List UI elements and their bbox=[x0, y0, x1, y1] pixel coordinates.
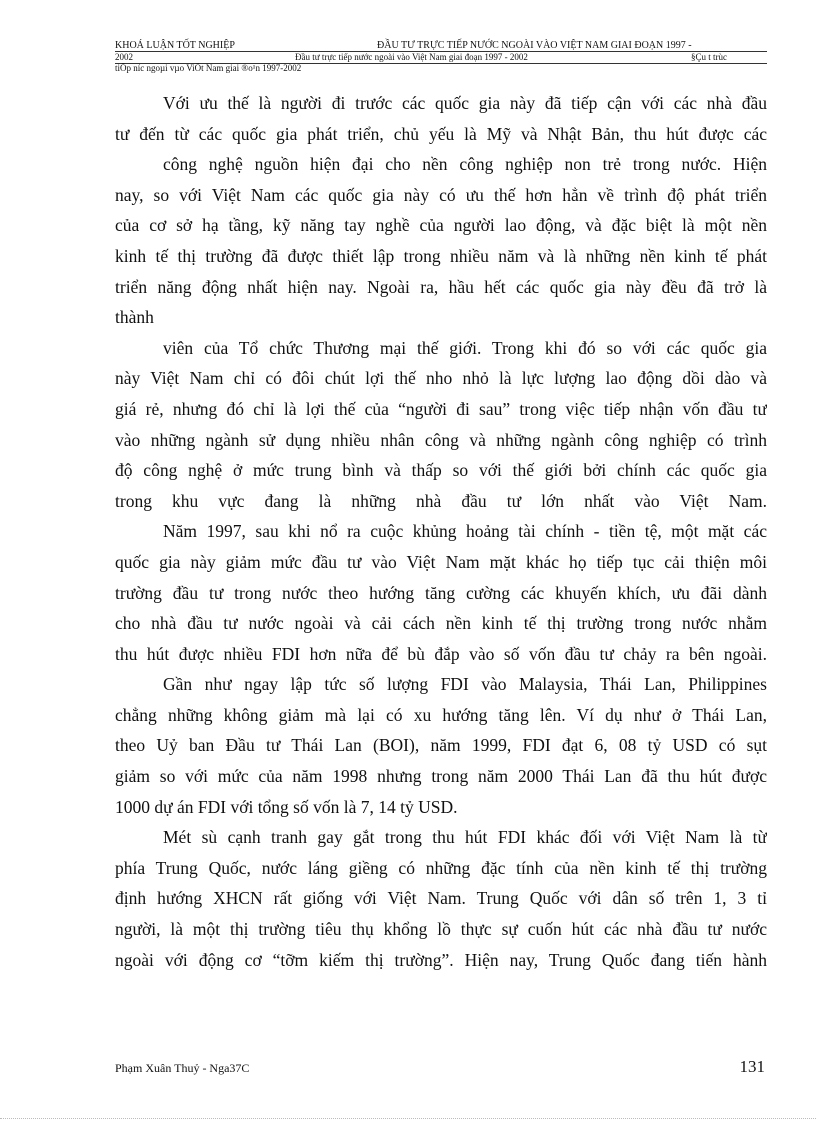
body-line: Năm 1997, sau khi nổ ra cuộc khủng hoảng tài chính - tiền tệ, một mặt các bbox=[163, 521, 767, 542]
body-line: vào những ngành sử dụng nhiều nhân công và những ngành công nghiệp có trình bbox=[115, 429, 767, 450]
body-line: theo Uỷ ban Đầu tư Thái Lan (BOI), năm 1999, FDI đạt 6, 08 tỷ USD có sụt bbox=[115, 735, 767, 756]
document-body bbox=[115, 88, 767, 975]
page-number: 131 bbox=[739, 1057, 765, 1076]
body-line: nay, so với Việt Nam các quốc gia này có ưu thế hơn hẳn về trình độ phát triển bbox=[115, 184, 767, 205]
body-line: định hướng XHCN rất giống với Việt Nam. Trung Quốc với dân số trên 1, 3 tỉ bbox=[115, 888, 767, 909]
header-topic-title: ĐẦU TƯ TRỰC TIẾP NƯỚC NGOÀI VÀO VIỆT NAM GIAI ĐOẠN 1997 - bbox=[377, 40, 692, 51]
header-thesis-label: KHOÁ LUẬN TỐT NGHIỆP bbox=[115, 40, 235, 51]
body-line: của cơ sở hạ tầng, kỹ năng tay nghề của người lao động, và đặc biệt là một nền bbox=[115, 215, 767, 236]
body-line: viên của Tổ chức Thương mại thế giới. Trong khi đó so với các quốc gia bbox=[163, 337, 767, 358]
page-footer bbox=[115, 1057, 767, 1081]
body-line: Gần như ngay lập tức số lượng FDI vào Malaysia, Thái Lan, Philippines bbox=[163, 674, 767, 695]
body-line: cho nhà đầu tư nước ngoài và cải cách nền kinh tế thị trường trong nước nhằm bbox=[115, 613, 767, 634]
body-line: này Việt Nam chỉ có đôi chút lợi thế nho nhỏ là lực lượng lao động dồi dào và bbox=[115, 368, 767, 389]
body-line: người, là một thị trường tiêu thụ khổng lồ thực sự cuốn hút các nhà đầu tư nước bbox=[115, 919, 767, 940]
body-line: độ công nghệ ở mức trung bình và thấp so với thế giới bởi chính các quốc gia bbox=[115, 460, 767, 481]
body-line: phía Trung Quốc, nước láng giềng có những đặc tính của nền kinh tế thị trường bbox=[115, 857, 767, 878]
header-subtitle: Đầu tư trực tiếp nước ngoài vào Việt Nam giai đoạn 1997 - 2002 bbox=[295, 52, 528, 62]
body-line: Với ưu thế là người đi trước các quốc gia này đã tiếp cận với các nhà đầu bbox=[163, 93, 767, 113]
body-line: trong khu vực đang là những nhà đầu tư lớn nhất vào Việt Nam. bbox=[115, 490, 767, 511]
body-line: Mét sù cạnh tranh gay gắt trong thu hút FDI khác đối với Việt Nam là từ bbox=[163, 827, 767, 848]
header-year: 2002 bbox=[115, 52, 133, 62]
body-line: công nghệ nguồn hiện đại cho nền công nghiệp non trẻ trong nước. Hiện bbox=[163, 154, 767, 175]
body-line: ngoài với động cơ “tỡm kiếm thị trường”. Hiện nay, Trung Quốc đang tiến hành bbox=[115, 949, 767, 970]
body-line: thu hút được nhiều FDI hơn nữa để bù đắp vào số vốn đầu tư chảy ra bên ngoài. bbox=[115, 643, 767, 664]
body-line: tư đến từ các quốc gia phát triển, chủ yếu là Mỹ và Nhật Bản, thu hút được các bbox=[115, 123, 767, 144]
body-line: giá rẻ, nhưng đó chỉ là lợi thế của “người đi sau” trong việc tiếp nhận vốn đầu tư bbox=[115, 398, 767, 419]
body-line: quốc gia này giảm mức đầu tư vào Việt Nam mặt khác họ tiếp tục cải thiện môi bbox=[115, 551, 767, 572]
body-line: 1000 dự án FDI với tổng số vốn là 7, 14 tỷ USD. bbox=[115, 796, 458, 817]
body-line: triển năng động nhất hiện nay. Ngoài ra, hầu hết các quốc gia này đều đã trở là bbox=[115, 276, 767, 297]
body-line: kinh tế thị trường đã được thiết lập trong nhiều năm và là những nền kinh tế phát bbox=[115, 245, 767, 266]
body-line: chẳng những không giảm mà lại có xu hướng tăng lên. Ví dụ như ở Thái Lan, bbox=[115, 704, 767, 725]
footer-author: Phạm Xuân Thuỷ - Nga37C bbox=[115, 1061, 250, 1075]
header-garbled-line: tiÕp níc ngoµi vµo ViÖt Nam giai ®o¹n 1997-2002 bbox=[115, 63, 302, 73]
body-line: giảm so với mức của năm 1998 nhưng trong năm 2000 Thái Lan đã thu hút được bbox=[115, 766, 767, 787]
body-line: trường đầu tư trong nước theo hướng tăng cường các khuyến khích, ưu đãi dành bbox=[115, 582, 767, 603]
page-edge-divider bbox=[0, 1118, 816, 1119]
header-garbled-right: §Çu t trùc bbox=[691, 52, 727, 62]
body-line: thành bbox=[115, 307, 154, 328]
